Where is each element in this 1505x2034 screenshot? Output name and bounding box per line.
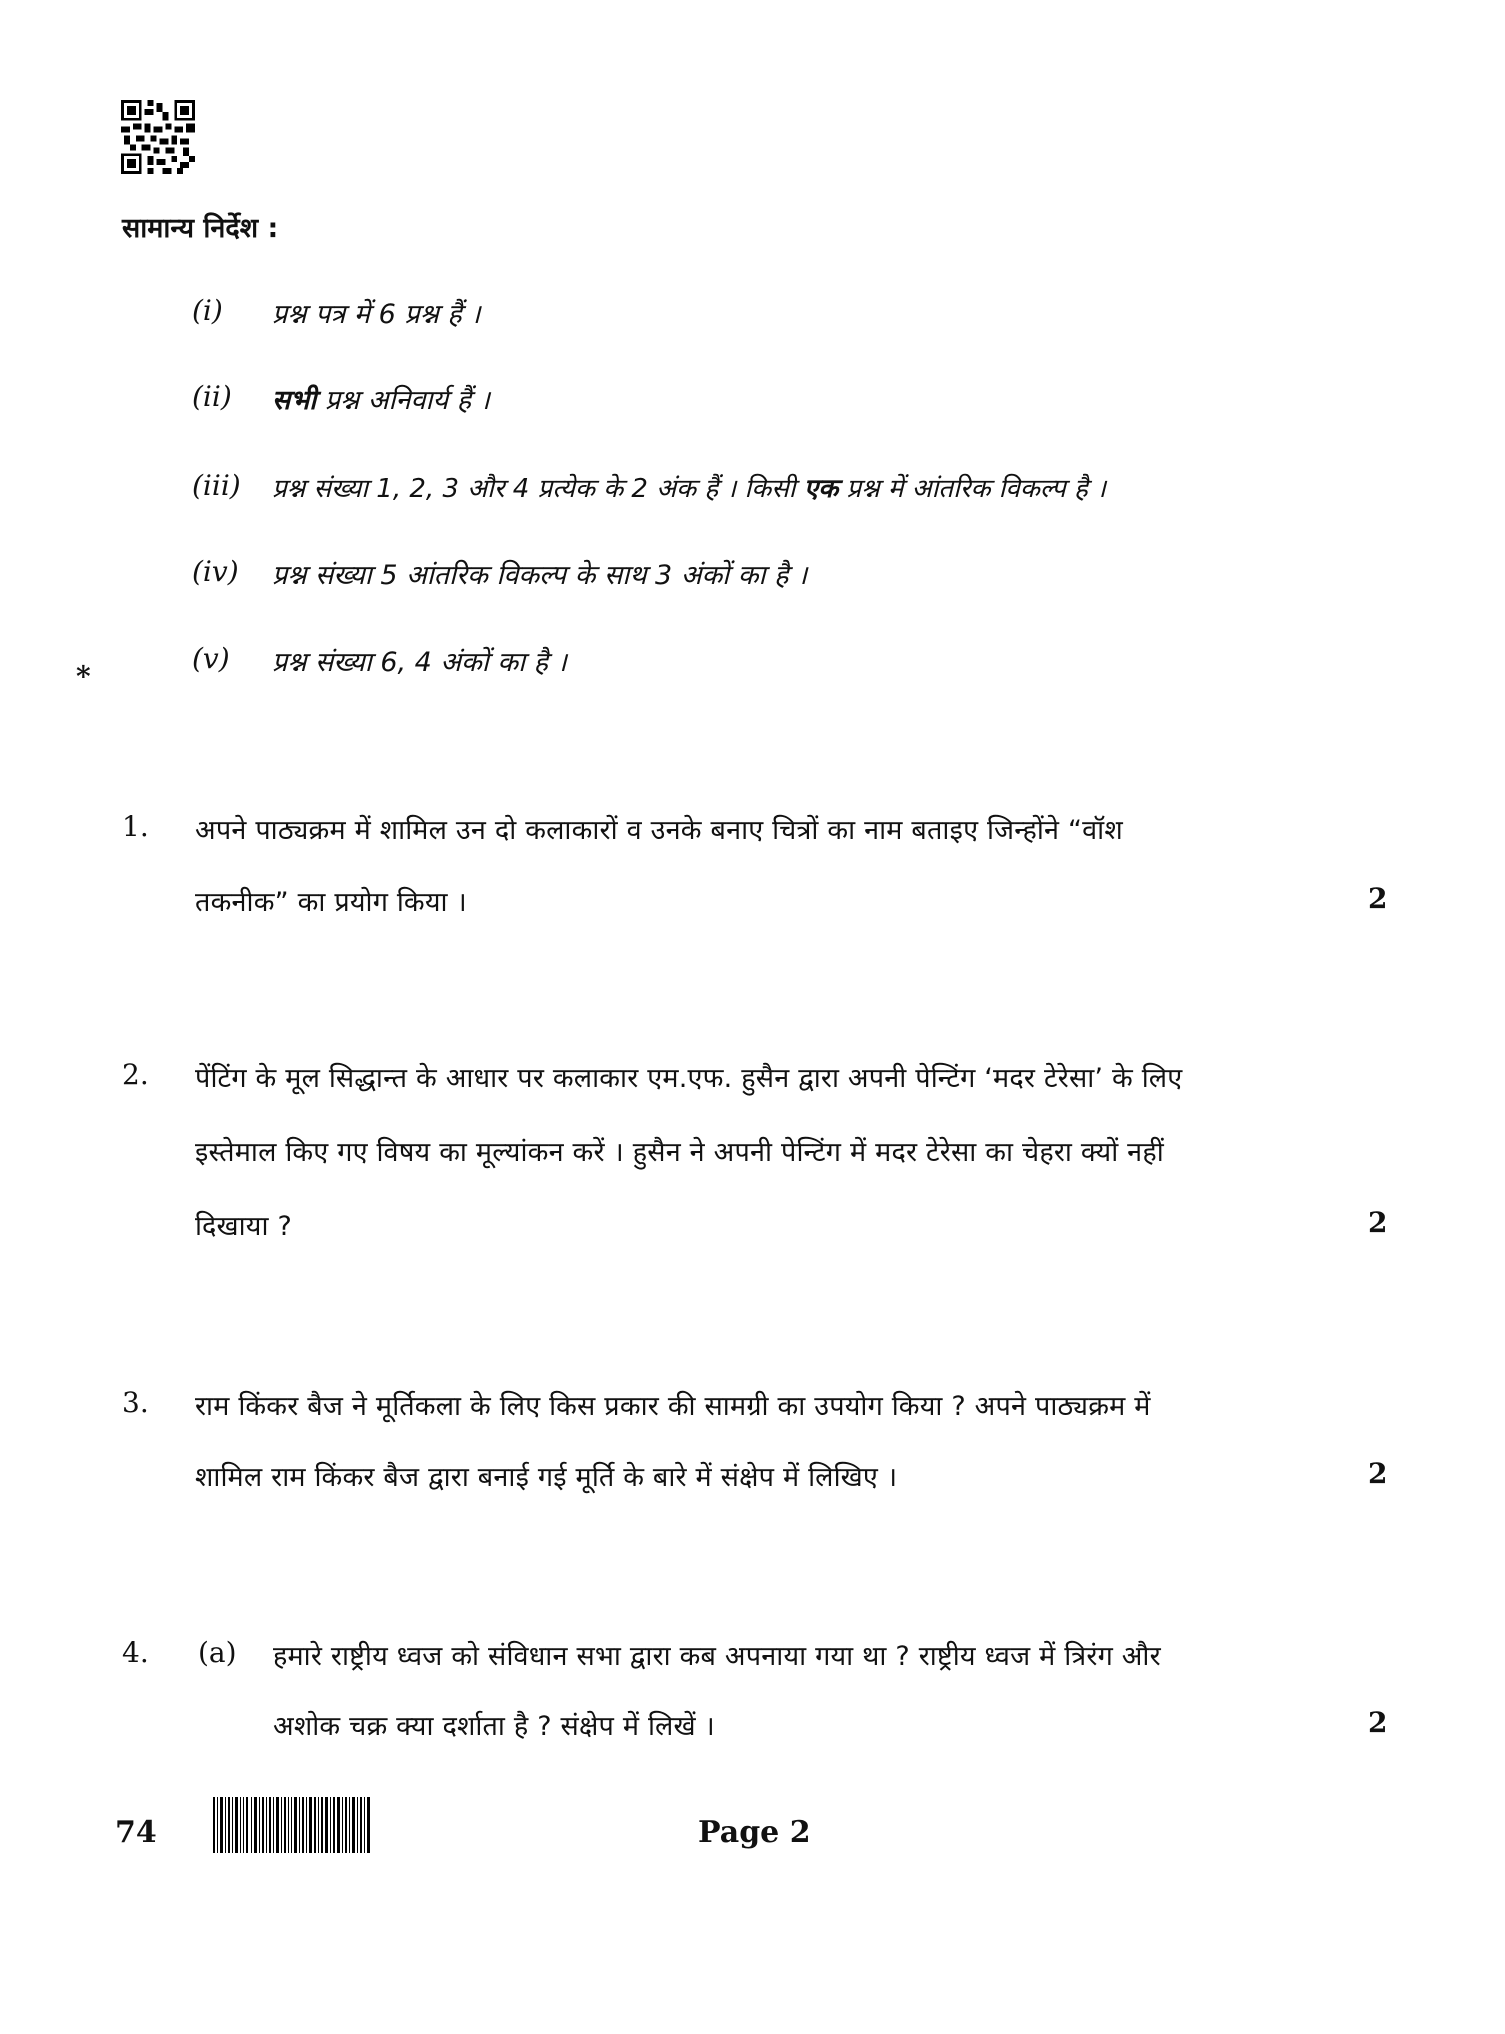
question-marks: 2 bbox=[1368, 1706, 1388, 1739]
instruction-emphasis: एक bbox=[803, 474, 839, 504]
question-number: 1. bbox=[122, 810, 149, 843]
general-instructions-heading: सामान्य निर्देश : bbox=[122, 213, 279, 244]
question-line: दिखाया ? bbox=[195, 1211, 292, 1242]
instruction-label: (iv) bbox=[192, 555, 239, 588]
instruction-text bbox=[272, 380, 490, 417]
qr-code-icon bbox=[120, 100, 196, 174]
question-line: पेंटिंग के मूल सिद्धान्त के आधार पर कलाकार एम.एफ. हुसैन द्वारा अपनी पेन्टिंग ‘मदर टेरेसा’ के लिए bbox=[195, 1063, 1183, 1094]
question-line: इस्तेमाल किए गए विषय का मूल्यांकन करें । हुसैन ने अपनी पेन्टिंग में मदर टेरेसा का चेहरा क्यों नहीं bbox=[195, 1137, 1164, 1168]
question-line: राम किंकर बैज ने मूर्तिकला के लिए किस प्रकार की सामग्री का उपयोग किया ? अपने पाठ्यक्रम में bbox=[195, 1391, 1151, 1422]
instruction-emphasis: सभी bbox=[272, 385, 317, 416]
instruction-text-rest: प्रश्न अनिवार्य हैं । bbox=[316, 385, 490, 416]
instruction-text: प्रश्न पत्र में 6 प्रश्न हैं । bbox=[272, 299, 481, 330]
instruction-label: (i) bbox=[192, 294, 223, 327]
question-number: 4. bbox=[122, 1636, 149, 1669]
margin-asterisk: * bbox=[76, 660, 91, 693]
instruction-text: प्रश्न संख्या 6, 4 अंकों का है । bbox=[272, 647, 567, 678]
page-number: Page 2 bbox=[698, 1815, 811, 1850]
question-line: अपने पाठ्यक्रम में शामिल उन दो कलाकारों व उनके बनाए चित्रों का नाम बताइए जिन्होंने “वॉश bbox=[195, 815, 1123, 846]
question-line: शामिल राम किंकर बैज द्वारा बनाई गई मूर्ति के बारे में संक्षेप में लिखिए । bbox=[195, 1462, 898, 1493]
instruction-text-part: प्रश्न संख्या 1, 2, 3 और 4 प्रत्येक के 2 अंक हैं । किसी bbox=[272, 474, 804, 504]
instruction-label: (v) bbox=[192, 642, 230, 675]
instruction-label: (ii) bbox=[192, 380, 232, 413]
question-marks: 2 bbox=[1368, 882, 1388, 915]
question-line: हमारे राष्ट्रीय ध्वज को संविधान सभा द्वारा कब अपनाया गया था ? राष्ट्रीय ध्वज में त्रिरंग और bbox=[273, 1641, 1161, 1672]
question-number: 2. bbox=[122, 1058, 149, 1091]
question-marks: 2 bbox=[1368, 1206, 1388, 1239]
instruction-text-part: प्रश्न में आंतरिक विकल्प है । bbox=[838, 474, 1106, 504]
question-line: अशोक चक्र क्या दर्शाता है ? संक्षेप में लिखें । bbox=[273, 1711, 715, 1742]
question-line: तकनीक” का प्रयोग किया । bbox=[195, 887, 467, 918]
paper-code: 74 bbox=[115, 1815, 157, 1850]
question-marks: 2 bbox=[1368, 1457, 1388, 1490]
instruction-text bbox=[272, 469, 1106, 505]
instruction-label: (iii) bbox=[192, 469, 241, 502]
question-number: 3. bbox=[122, 1386, 149, 1419]
instruction-text: प्रश्न संख्या 5 आंतरिक विकल्प के साथ 3 अंकों का है । bbox=[272, 560, 808, 591]
barcode-icon bbox=[213, 1797, 371, 1853]
sub-question-label: (a) bbox=[198, 1636, 237, 1669]
